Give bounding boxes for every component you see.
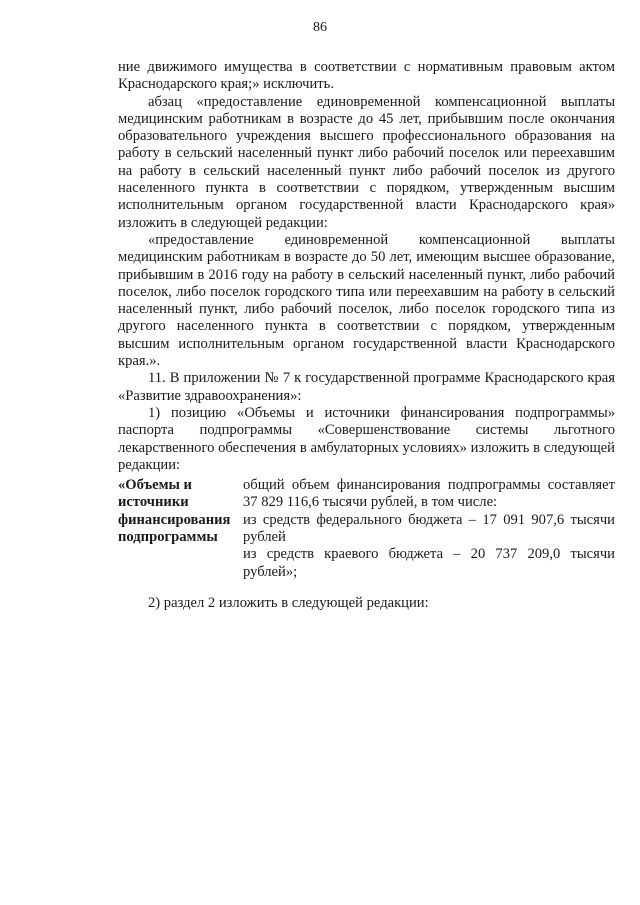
passport-body <box>243 477 615 581</box>
paragraph-new-wording: «предоставление единовременной компенсационной выплаты медицинским работникам в возрасте до 50 лет, имеющим высшее образование, прибывшим в 2016 году на работу в сельский населенный пункт, либо рабочий поселок, либо поселок городского типа или переехавшим на работу в сельский населенный пункт, либо рабочий поселок, либо поселок городского типа из другого населенного пункта в соответствии с порядком, утвержденным высшим исполнительным органом государственной власти Краснодарского края.». <box>118 231 615 370</box>
paragraph-subitem-2: 2) раздел 2 изложить в следующей редакции: <box>148 594 429 611</box>
page-number: 86 <box>313 20 327 35</box>
passport-federal: из средств федерального бюджета – 17 091 907,6 тысячи рублей <box>243 511 615 546</box>
passport-label: «Объемы и источники финансирования подпрограммы <box>118 477 231 546</box>
paragraph-abzac: абзац «предоставление единовременной компенсационной выплаты медицинским работникам в возрасте до 45 лет, прибывшим после окончания образовательного учреждения высшего профессионального образования на работу в сельский населенный пункт либо рабочий поселок или переехавшим на работу в сельский населенный пункт либо рабочий поселок из другого населенного пункта в соответствии с порядком, утвержденным высшим исполнительным органом государственной власти Краснодарского края» изложить в следующей редакции: <box>118 93 615 231</box>
paragraph-continuation: ние движимого имущества в соответствии с нормативным правовым актом Краснодарского края;» исключить. <box>118 59 615 93</box>
passport-total: общий объем финансирования подпрограммы составляет 37 829 116,6 тысячи рублей, в том числе: <box>243 477 615 511</box>
document-body <box>118 59 615 612</box>
passport-table <box>118 477 615 581</box>
paragraph-item-11: 11. В приложении № 7 к государственной программе Краснодарского края «Развитие здравоохранения»: <box>118 370 615 404</box>
passport-regional: из средств краевого бюджета – 20 737 209,0 тысячи рублей»; <box>243 546 615 580</box>
paragraph-subitem-1: 1) позицию «Объемы и источники финансирования подпрограммы» паспорта подпрограммы «Совершенствование системы льготного лекарственного обеспечения в амбулаторных условиях» изложить в следующей редакции: <box>118 404 615 473</box>
